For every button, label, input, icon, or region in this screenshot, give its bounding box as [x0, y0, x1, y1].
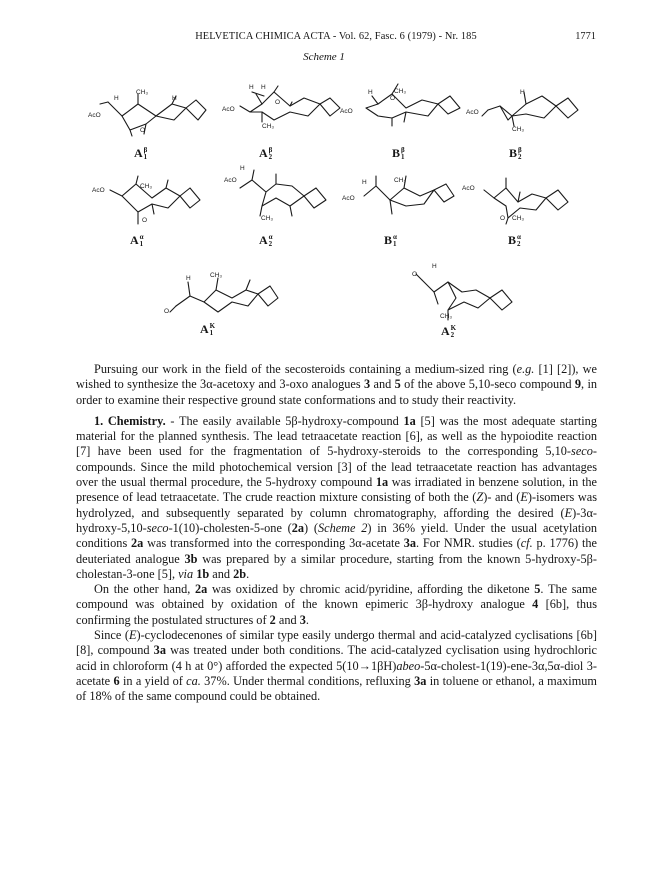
atom-label: CH₃ [394, 177, 407, 184]
atom-label: CH₃ [261, 215, 274, 222]
atom-label: CH₃ [512, 215, 525, 222]
atom-label: CH₃ [394, 88, 407, 95]
atom-label: H [186, 275, 191, 282]
atom-label: O [500, 215, 506, 222]
label-b1-beta: B β 1 [392, 146, 405, 162]
atom-label: AcO [340, 108, 353, 115]
structure-b2-beta [482, 92, 578, 126]
paragraph-oxidation: On the other hand, 2a was oxidized by chromic acid/pyridine, affording the diketone 5. The same compound was obtained by oxidation of the known epimeric 3β-hydroxy analogue 4 [6b], thus confirming the postulated structures of 2 and 3. [76, 582, 598, 627]
atom-label: H [362, 179, 367, 186]
atom-label: CH₃ [136, 89, 149, 96]
atom-label: CH₃ [440, 313, 453, 320]
page-number: 1771 [575, 31, 596, 42]
atom-label: AcO [224, 177, 237, 184]
atom-label: H [249, 84, 254, 91]
atom-label: O [390, 95, 396, 102]
structure-a2-alpha [240, 170, 326, 216]
atom-label: H [261, 84, 266, 91]
body-text [76, 362, 597, 705]
atom-label: CH₃ [262, 123, 275, 130]
atom-label: H [240, 165, 245, 172]
atom-label: AcO [462, 185, 475, 192]
scheme-title: Scheme 1 [303, 51, 345, 63]
atom-label: CH₃ [140, 183, 153, 190]
atom-label: CH₃ [512, 126, 525, 133]
structure-b2-alpha [484, 178, 568, 224]
atom-label: CH₃ [210, 272, 223, 279]
paragraph-intro: Pursuing our work in the field of the secosteroids containing a medium-sized ring (e.g. [1] [2]), we wished to synthesize the 3α-acetoxy and 3-oxo analogues 3 and 5 of the above 5,10-seco compound 9, in order to examine their respective ground state conformations and to study their reactivity. [76, 362, 598, 407]
label-a2-beta: A β 2 [259, 146, 273, 162]
label-b2-beta: B β 2 [509, 146, 522, 162]
atom-label: H [432, 263, 437, 270]
structure-a1-alpha [110, 176, 200, 224]
atom-label: H [520, 89, 525, 96]
structure-b1-alpha [364, 176, 454, 214]
label-a1-k: A K 1 [200, 322, 216, 338]
atom-label: AcO [222, 106, 235, 113]
scheme-1-figure [0, 0, 648, 345]
atom-label: O [275, 99, 281, 106]
label-b1-alpha: B α 1 [384, 233, 397, 249]
atom-label: AcO [88, 112, 101, 119]
atom-label: O [412, 271, 418, 278]
atom-label: H [368, 89, 373, 96]
structure-b1-beta [366, 84, 460, 126]
paragraph-cyclisation: Since (E)-cyclodecenones of similar type easily undergo thermal and acid-catalyzed cyclisations [6b] [8], compound 3a was treated under both conditions. The acid-catalyzed cyclisation using hydrochloric acid in chloroform (4 h at 0°) afforded the expected 5(10→1βH)abeo-5α-cholest-1(19)-ene-3α,5α-diol 3-acetate 6 in a yield of ca. 37%. Under thermal conditions, refluxing 3a in toluene or ethanol, a maximum of 18% of the same compound could be obtained. [76, 628, 598, 704]
atom-label: AcO [92, 187, 105, 194]
atom-label: H [114, 95, 119, 102]
atom-label: O [164, 308, 170, 315]
label-a2-k: A K 2 [441, 324, 457, 340]
structure-a2-k [416, 274, 512, 320]
label-a2-alpha: A α 2 [259, 233, 273, 249]
atom-label: O [140, 127, 146, 134]
atom-label: O [142, 217, 148, 224]
paragraph-chemistry: 1. Chemistry. - The easily available 5β-hydroxy-compound 1a [5] was the most adequate starting material for the planned synthesis. The lead tetraacetate reaction [6], as well as the hypoiodite reaction [7] have been used for the fragmentation of 5-hydroxy-steroids to the corresponding 5,10-seco-compounds. Since the mild photochemical version [3] of the lead tetraacetate reaction has advantages over the usual thermal procedure, the 5-hydroxy compound 1a was irradiated in benzene solution, in the presence of lead tetraacetate. The crude reaction mixture consisting of both the (Z)- and (E)-isomers was hydrolyzed, and subsequently separated by column chromatography, affording the desired (E)-3α-hydroxy-5,10-seco-1(10)-cholesten-5-one (2a) (Scheme 2) in 36% yield. Under the usual acetylation conditions 2a was transformed into the corresponding 3α-acetate 3a. For NMR. studies (cf. p. 1776) the deuteriated analogue 3b was prepared by a similar procedure, starting from the known 5-hydroxy-5β-cholestan-3-one [5], via 1b and 2b. [76, 413, 598, 581]
journal-header: HELVETICA CHIMICA ACTA - Vol. 62, Fasc. 6 (1979) - Nr. 185 [195, 31, 477, 42]
label-b2-alpha: B α 2 [508, 233, 521, 249]
label-a1-alpha: A α 1 [130, 233, 144, 249]
label-a1-beta: A β 1 [134, 146, 148, 162]
structure-a2-beta [240, 86, 340, 122]
atom-label: AcO [342, 195, 355, 202]
atom-label: AcO [466, 109, 479, 116]
atom-label: H [172, 95, 177, 102]
structure-a1-k [170, 278, 278, 312]
